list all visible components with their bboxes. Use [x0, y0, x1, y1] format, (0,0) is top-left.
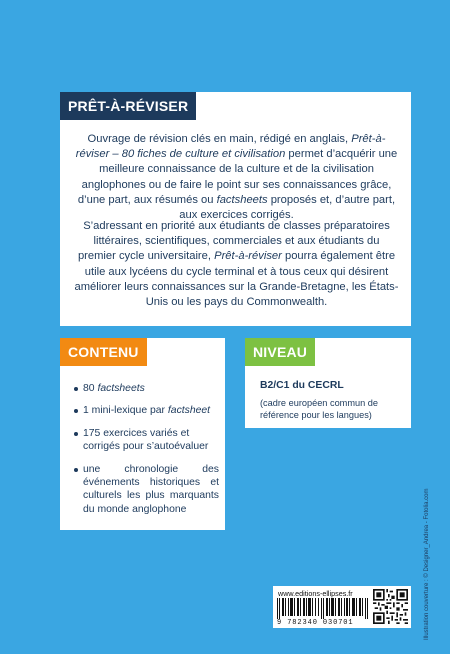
list-item: 175 exercices variés et corrigés pour s’autoévaluer [74, 427, 219, 454]
niveau-level: B2/C1 du CECRL [260, 380, 344, 391]
barcode-icon [277, 598, 369, 619]
list-item: une chronologie des événements historiques et culturels les plus marquants du monde anglophone [74, 463, 219, 517]
barcode-panel [273, 586, 411, 628]
intro-panel [60, 92, 411, 326]
intro-heading: PRÊT-À-RÉVISER [60, 92, 196, 120]
qr-code-icon [373, 589, 408, 624]
isbn-number: 9 782340 030701 [277, 619, 354, 627]
contenu-panel [60, 338, 225, 530]
list-item: 1 mini-lexique par factsheet [74, 404, 219, 417]
list-item: 80 factsheets [74, 382, 219, 395]
contenu-heading: CONTENU [60, 338, 147, 366]
intro-paragraph-1: Ouvrage de révision clés en main, rédigé en anglais, Prêt-à-réviser – 80 fiches de culture et civilisation permet d’acquérir une meilleure connaissance de la culture et de la civilisation anglophones ou de faire le point sur ses connaissances grâce, d’une part, aux résumés ou factsheets proposés et, d’autre part, aux exercices corrigés. [75, 133, 398, 222]
intro-paragraph-2: S’adressant en priorité aux étudiants de classes préparatoires littéraires, scientifiques, commerciales et aux étudiants du premier cycle universitaire, Prêt-à-réviser pourra également être utile aux lycéens du cycle terminal et à tous ceux qui désirent améliorer leurs connaissances sur la Grande-Bretagne, les États-Unis ou les pays du Commonwealth. [74, 220, 399, 309]
publisher-website: www.editions-ellipses.fr [278, 589, 353, 598]
niveau-heading: NIVEAU [245, 338, 315, 366]
illustration-credit: Illustration couverture : © Designer_Andrea - Fotolia.com [424, 488, 430, 640]
niveau-note: (cadre européen commun de référence pour les langues) [260, 398, 378, 420]
contenu-list [74, 382, 219, 525]
